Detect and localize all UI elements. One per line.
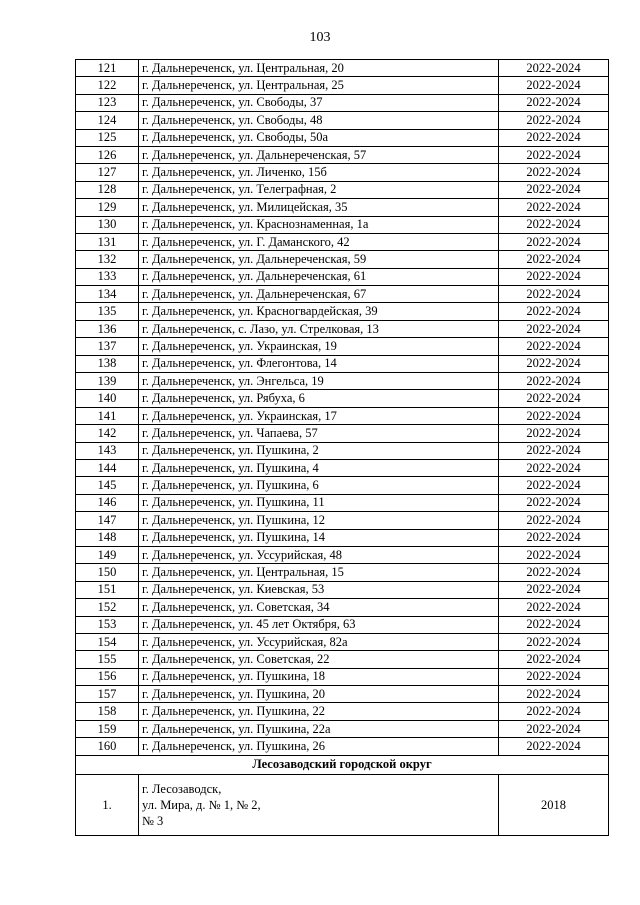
period-cell: 2022-2024: [499, 425, 609, 442]
table-row: [76, 303, 609, 320]
period-cell: 2022-2024: [499, 146, 609, 163]
address-cell: г. Дальнереченск, ул. Уссурийская, 48: [139, 546, 499, 563]
address-cell: г. Дальнереченск, ул. Киевская, 53: [139, 581, 499, 598]
row-number-cell: 152: [76, 599, 139, 616]
period-cell: 2022-2024: [499, 77, 609, 94]
table-row: [76, 407, 609, 424]
period-cell: 2022-2024: [499, 407, 609, 424]
table-row: [76, 512, 609, 529]
row-number-cell: 145: [76, 477, 139, 494]
period-cell: 2022-2024: [499, 459, 609, 476]
period-cell: 2022-2024: [499, 355, 609, 372]
row-number-cell: 140: [76, 390, 139, 407]
address-cell: г. Дальнереченск, ул. Свободы, 37: [139, 94, 499, 111]
period-cell: 2022-2024: [499, 320, 609, 337]
table-row: [76, 546, 609, 563]
row-number-cell: 143: [76, 442, 139, 459]
address-cell: г. Дальнереченск, ул. Пушкина, 20: [139, 686, 499, 703]
address-cell: г. Дальнереченск, ул. Советская, 22: [139, 651, 499, 668]
table-row: [76, 651, 609, 668]
table-row: [76, 738, 609, 755]
row-number-cell: 156: [76, 668, 139, 685]
period-cell: 2022-2024: [499, 738, 609, 755]
table-row: [76, 616, 609, 633]
table-row: [76, 494, 609, 511]
period-cell: 2022-2024: [499, 581, 609, 598]
row-number-cell: 124: [76, 112, 139, 129]
address-cell: г. Дальнереченск, ул. Пушкина, 6: [139, 477, 499, 494]
period-cell: 2022-2024: [499, 251, 609, 268]
address-cell: г. Дальнереченск, ул. Советская, 34: [139, 599, 499, 616]
address-cell: г. Дальнереченск, ул. Личенко, 15б: [139, 164, 499, 181]
table-row: [76, 633, 609, 650]
address-cell: г. Дальнереченск, ул. Уссурийская, 82а: [139, 633, 499, 650]
period-cell: 2022-2024: [499, 668, 609, 685]
period-cell: 2022-2024: [499, 651, 609, 668]
table-row: [76, 599, 609, 616]
row-number-cell: 131: [76, 233, 139, 250]
address-cell: г. Дальнереченск, ул. Дальнереченская, 59: [139, 251, 499, 268]
table-row: [76, 164, 609, 181]
address-cell: г. Дальнереченск, ул. Краснознаменная, 1а: [139, 216, 499, 233]
row-number-cell: 150: [76, 564, 139, 581]
address-cell: г. Дальнереченск, ул. Свободы, 50а: [139, 129, 499, 146]
row-number-cell: 1.: [76, 774, 139, 835]
row-number-cell: 160: [76, 738, 139, 755]
row-number-cell: 121: [76, 60, 139, 77]
address-cell: г. Дальнереченск, ул. Центральная, 15: [139, 564, 499, 581]
address-cell: [139, 774, 499, 835]
row-number-cell: 153: [76, 616, 139, 633]
registry-table-body: [76, 60, 609, 836]
period-cell: 2022-2024: [499, 164, 609, 181]
period-cell: 2022-2024: [499, 268, 609, 285]
table-row: [76, 720, 609, 737]
row-number-cell: 133: [76, 268, 139, 285]
address-cell: г. Дальнереченск, ул. Дальнереченская, 61: [139, 268, 499, 285]
address-cell: г. Дальнереченск, ул. Милицейская, 35: [139, 199, 499, 216]
address-cell: г. Дальнереченск, ул. Пушкина, 4: [139, 459, 499, 476]
table-row: [76, 112, 609, 129]
period-cell: 2022-2024: [499, 129, 609, 146]
row-number-cell: 129: [76, 199, 139, 216]
period-cell: 2022-2024: [499, 616, 609, 633]
table-row: [76, 146, 609, 163]
address-cell: г. Дальнереченск, ул. Телеграфная, 2: [139, 181, 499, 198]
period-cell: 2022-2024: [499, 703, 609, 720]
row-number-cell: 144: [76, 459, 139, 476]
row-number-cell: 147: [76, 512, 139, 529]
address-cell: г. Дальнереченск, ул. Красногвардейская, 39: [139, 303, 499, 320]
address-cell: г. Дальнереченск, ул. Украинская, 17: [139, 407, 499, 424]
period-cell: 2022-2024: [499, 199, 609, 216]
table-row: [76, 581, 609, 598]
period-cell: 2022-2024: [499, 599, 609, 616]
table-row: [76, 233, 609, 250]
period-cell: 2022-2024: [499, 512, 609, 529]
period-cell: 2022-2024: [499, 686, 609, 703]
section-header-row: [76, 755, 609, 774]
row-number-cell: 142: [76, 425, 139, 442]
table-row: [76, 181, 609, 198]
table-row: [76, 686, 609, 703]
period-cell: 2022-2024: [499, 373, 609, 390]
address-cell: г. Дальнереченск, ул. Пушкина, 14: [139, 529, 499, 546]
address-cell: г. Дальнереченск, ул. Пушкина, 22а: [139, 720, 499, 737]
table-row: [76, 268, 609, 285]
table-row: [76, 251, 609, 268]
address-cell: г. Дальнереченск, ул. Флегонтова, 14: [139, 355, 499, 372]
row-number-cell: 128: [76, 181, 139, 198]
address-cell: г. Дальнереченск, ул. Рябуха, 6: [139, 390, 499, 407]
page-number: 103: [309, 30, 331, 45]
table-row: [76, 60, 609, 77]
period-cell: 2022-2024: [499, 233, 609, 250]
address-cell: г. Дальнереченск, ул. Украинская, 19: [139, 338, 499, 355]
period-cell: 2022-2024: [499, 181, 609, 198]
address-cell: г. Дальнереченск, ул. Чапаева, 57: [139, 425, 499, 442]
row-number-cell: 148: [76, 529, 139, 546]
period-cell: 2018: [499, 774, 609, 835]
address-line: № 3: [142, 813, 164, 828]
table-row: [76, 286, 609, 303]
row-number-cell: 155: [76, 651, 139, 668]
table-row: [76, 373, 609, 390]
row-number-cell: 138: [76, 355, 139, 372]
table-row: [76, 320, 609, 337]
row-number-cell: 130: [76, 216, 139, 233]
row-number-cell: 127: [76, 164, 139, 181]
period-cell: 2022-2024: [499, 564, 609, 581]
table-row: [76, 129, 609, 146]
address-cell: г. Дальнереченск, ул. Дальнереченская, 67: [139, 286, 499, 303]
row-number-cell: 137: [76, 338, 139, 355]
address-cell: г. Дальнереченск, ул. Пушкина, 2: [139, 442, 499, 459]
period-cell: 2022-2024: [499, 390, 609, 407]
address-cell: г. Дальнереченск, ул. Пушкина, 22: [139, 703, 499, 720]
address-cell: г. Дальнереченск, ул. Свободы, 48: [139, 112, 499, 129]
row-number-cell: 139: [76, 373, 139, 390]
period-cell: 2022-2024: [499, 529, 609, 546]
address-cell: г. Дальнереченск, с. Лазо, ул. Стрелковая, 13: [139, 320, 499, 337]
address-line: г. Лесозаводск,: [142, 781, 222, 796]
address-cell: г. Дальнереченск, ул. Пушкина, 11: [139, 494, 499, 511]
table-row: [76, 94, 609, 111]
address-cell: г. Дальнереченск, ул. Центральная, 25: [139, 77, 499, 94]
period-cell: 2022-2024: [499, 112, 609, 129]
period-cell: 2022-2024: [499, 633, 609, 650]
table-row: [76, 529, 609, 546]
row-number-cell: 151: [76, 581, 139, 598]
table-row: [76, 216, 609, 233]
period-cell: 2022-2024: [499, 720, 609, 737]
row-number-cell: 149: [76, 546, 139, 563]
row-number-cell: 126: [76, 146, 139, 163]
address-cell: г. Дальнереченск, ул. Дальнереченская, 57: [139, 146, 499, 163]
table-row: [76, 459, 609, 476]
address-cell: г. Дальнереченск, ул. Пушкина, 18: [139, 668, 499, 685]
address-cell: г. Дальнереченск, ул. Центральная, 20: [139, 60, 499, 77]
section-title: Лесозаводский городской округ: [76, 755, 609, 774]
row-number-cell: 159: [76, 720, 139, 737]
table-row: [76, 703, 609, 720]
table-row: [76, 338, 609, 355]
row-number-cell: 157: [76, 686, 139, 703]
period-cell: 2022-2024: [499, 60, 609, 77]
address-cell: г. Дальнереченск, ул. 45 лет Октября, 63: [139, 616, 499, 633]
period-cell: 2022-2024: [499, 338, 609, 355]
row-number-cell: 132: [76, 251, 139, 268]
row-number-cell: 134: [76, 286, 139, 303]
table-row: [76, 442, 609, 459]
period-cell: 2022-2024: [499, 546, 609, 563]
table-row: [76, 564, 609, 581]
address-cell: г. Дальнереченск, ул. Энгельса, 19: [139, 373, 499, 390]
table-row: [76, 390, 609, 407]
address-cell: г. Дальнереченск, ул. Пушкина, 12: [139, 512, 499, 529]
period-cell: 2022-2024: [499, 442, 609, 459]
table-row: [76, 668, 609, 685]
period-cell: 2022-2024: [499, 216, 609, 233]
address-cell: г. Дальнереченск, ул. Г. Даманского, 42: [139, 233, 499, 250]
row-number-cell: 158: [76, 703, 139, 720]
table-row: [76, 774, 609, 835]
row-number-cell: 154: [76, 633, 139, 650]
period-cell: 2022-2024: [499, 303, 609, 320]
period-cell: 2022-2024: [499, 94, 609, 111]
table-row: [76, 355, 609, 372]
row-number-cell: 141: [76, 407, 139, 424]
row-number-cell: 125: [76, 129, 139, 146]
table-row: [76, 477, 609, 494]
period-cell: 2022-2024: [499, 494, 609, 511]
table-row: [76, 425, 609, 442]
address-line: ул. Мира, д. № 1, № 2,: [142, 797, 261, 812]
address-cell: г. Дальнереченск, ул. Пушкина, 26: [139, 738, 499, 755]
period-cell: 2022-2024: [499, 286, 609, 303]
table-row: [76, 199, 609, 216]
table-row: [76, 77, 609, 94]
row-number-cell: 123: [76, 94, 139, 111]
row-number-cell: 122: [76, 77, 139, 94]
row-number-cell: 146: [76, 494, 139, 511]
row-number-cell: 135: [76, 303, 139, 320]
period-cell: 2022-2024: [499, 477, 609, 494]
row-number-cell: 136: [76, 320, 139, 337]
registry-table: [75, 59, 609, 836]
